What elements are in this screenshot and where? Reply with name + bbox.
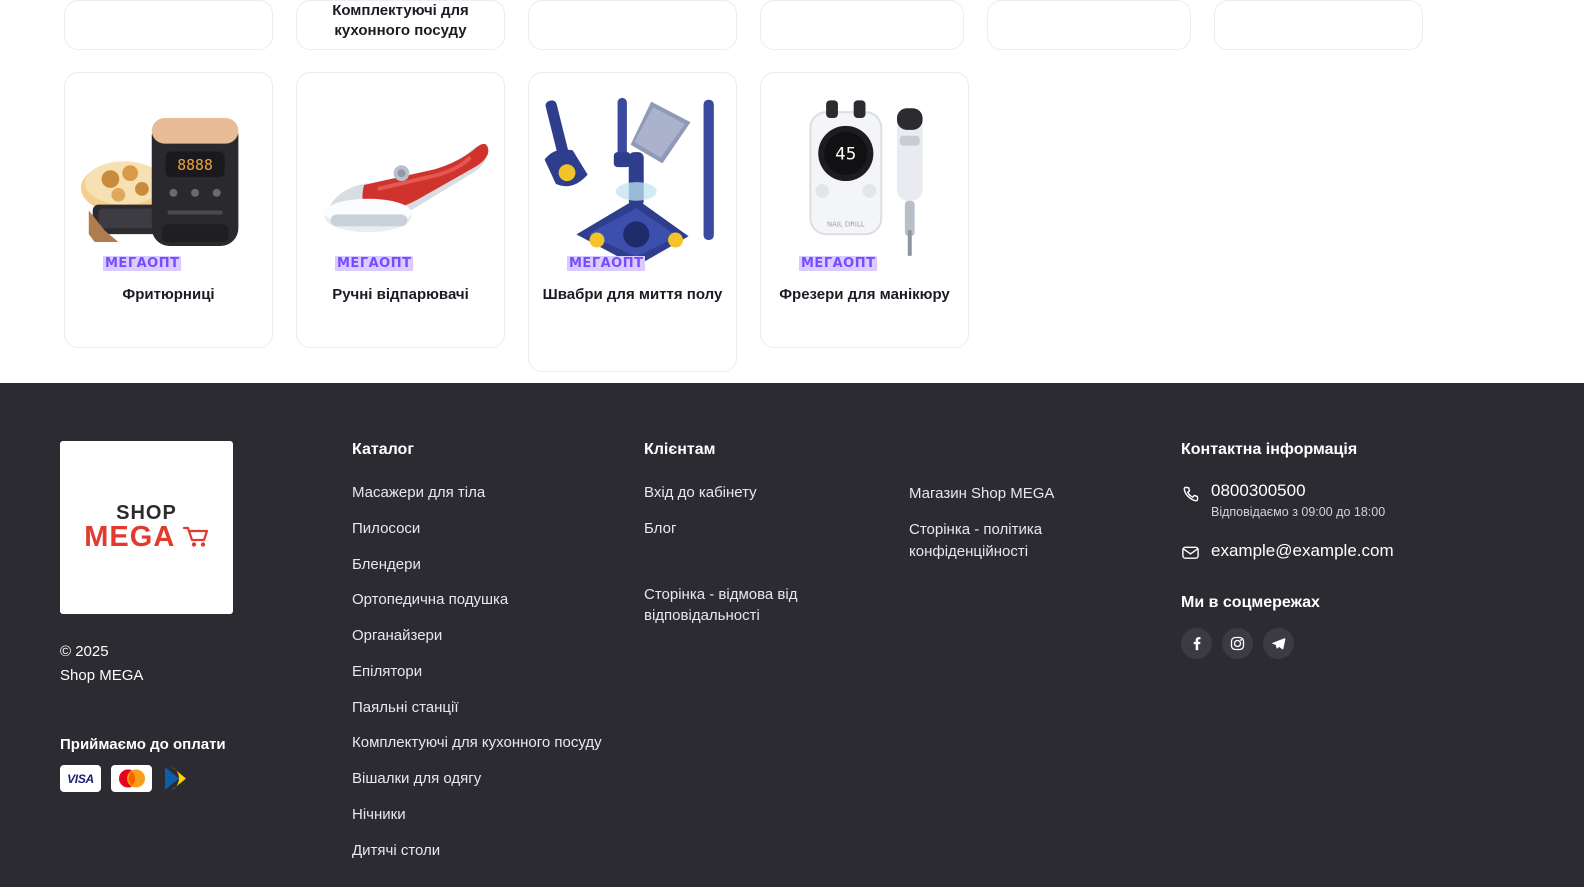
payment-icons — [60, 765, 352, 792]
nail-drill-icon — [771, 91, 958, 276]
copyright — [60, 640, 352, 688]
mastercard-icon — [111, 765, 152, 792]
category-row-partial — [64, 0, 1520, 52]
phone-icon — [1181, 485, 1200, 504]
category-card-shvabry[interactable] — [528, 72, 737, 372]
category-card-title: Фритюрниці — [122, 286, 215, 303]
social-title: Ми в соцмережах — [1181, 593, 1320, 611]
category-card[interactable] — [528, 0, 737, 50]
promo-badge: МЕГАОПТ — [337, 256, 412, 271]
footer-pages-column — [909, 441, 1181, 875]
footer-catalog-column — [352, 441, 644, 875]
payment-title: Приймаємо до оплати — [60, 736, 226, 753]
footer-link-catalog-2[interactable]: Блендери — [352, 555, 421, 573]
footer-catalog-title: Каталог — [352, 441, 414, 458]
category-card-vidparyuvachi[interactable] — [296, 72, 505, 348]
category-card-title: Комплектуючі для кухонного посуду — [332, 2, 469, 39]
instagram-icon[interactable] — [1222, 628, 1253, 659]
site-footer — [0, 383, 1584, 887]
category-card-frezery[interactable] — [760, 72, 969, 348]
category-card-fritiurnytsi[interactable] — [64, 72, 273, 348]
category-row — [64, 72, 1520, 372]
contact-email: example@example.com — [1211, 540, 1394, 560]
social-links — [1181, 628, 1481, 659]
contact-phone-row[interactable] — [1181, 482, 1481, 519]
category-thumb — [75, 85, 262, 281]
promo-badge: МЕГАОПТ — [105, 256, 180, 271]
footer-link-catalog-7[interactable]: Комплектуючі для кухонного посуду — [352, 734, 602, 752]
telegram-icon[interactable] — [1263, 628, 1294, 659]
category-card[interactable] — [1214, 0, 1423, 50]
contact-phone: 0800300500 — [1211, 481, 1306, 500]
category-card-title: Ручні відпарювачі — [332, 286, 469, 303]
category-card[interactable] — [64, 0, 273, 50]
footer-link-catalog-0[interactable]: Масажери для тіла — [352, 484, 486, 501]
footer-link-clients-0[interactable]: Вхід до кабінету — [644, 484, 757, 501]
footer-brand-column — [60, 441, 352, 875]
visa-icon: VISA — [60, 765, 101, 792]
handheld-steamer-icon — [307, 93, 494, 273]
contact-email-row[interactable] — [1181, 541, 1481, 562]
footer-link-clients-1[interactable]: Блог — [644, 519, 677, 537]
logo-text-bottom: MEGA — [84, 521, 176, 553]
footer-link-catalog-9[interactable]: Нічники — [352, 805, 406, 823]
category-card-title: Фрезери для манікюру — [779, 286, 950, 303]
air-fryer-icon — [75, 93, 262, 273]
copyright-year: © 2025 — [60, 643, 109, 660]
category-card[interactable] — [760, 0, 964, 50]
footer-link-pages-0[interactable]: Магазин Shop MEGA — [909, 485, 1055, 502]
svg-text:45: 45 — [835, 142, 857, 163]
footer-link-clients-2[interactable]: Сторінка - відмова від відповідальності — [644, 585, 798, 625]
footer-link-catalog-3[interactable]: Ортопедична подушка — [352, 591, 509, 609]
footer-link-catalog-6[interactable]: Паяльні станції — [352, 698, 459, 716]
footer-link-catalog-5[interactable]: Епілятори — [352, 662, 423, 680]
cart-icon — [183, 526, 209, 548]
footer-contacts-column — [1181, 441, 1481, 875]
category-card[interactable] — [987, 0, 1191, 50]
category-card[interactable] — [296, 0, 505, 50]
category-card-title: Швабри для миття полу — [542, 286, 723, 303]
footer-contacts-title: Контактна інформація — [1181, 441, 1358, 458]
category-grid — [0, 0, 1584, 372]
promo-badge: МЕГАОПТ — [569, 256, 644, 271]
footer-clients-title: Клієнтам — [644, 441, 716, 458]
footer-link-catalog-1[interactable]: Пилососи — [352, 519, 421, 537]
category-thumb — [539, 85, 726, 281]
contact-phone-note: Відповідаємо з 09:00 до 18:00 — [1211, 504, 1386, 519]
category-thumb — [771, 85, 958, 281]
mop-set-icon — [539, 88, 726, 278]
logo-text-top: SHOP — [116, 502, 177, 524]
svg-text:8888: 8888 — [177, 157, 213, 175]
category-thumb — [307, 85, 494, 281]
promo-badge: МЕГАОПТ — [801, 256, 876, 271]
svg-text:NAIL DRILL: NAIL DRILL — [826, 219, 865, 228]
footer-link-catalog-8[interactable]: Вішалки для одягу — [352, 770, 482, 787]
copyright-name: Shop MEGA — [60, 667, 144, 684]
mail-icon — [1181, 543, 1200, 562]
footer-clients-column — [644, 441, 909, 875]
footer-link-pages-1[interactable]: Сторінка - політика конфіденційності — [909, 520, 1043, 560]
footer-link-catalog-10[interactable]: Дитячі столи — [352, 841, 441, 859]
prostir-icon — [162, 765, 188, 792]
footer-link-catalog-4[interactable]: Органайзери — [352, 627, 443, 644]
facebook-icon[interactable] — [1181, 628, 1212, 659]
site-logo[interactable] — [60, 441, 233, 614]
